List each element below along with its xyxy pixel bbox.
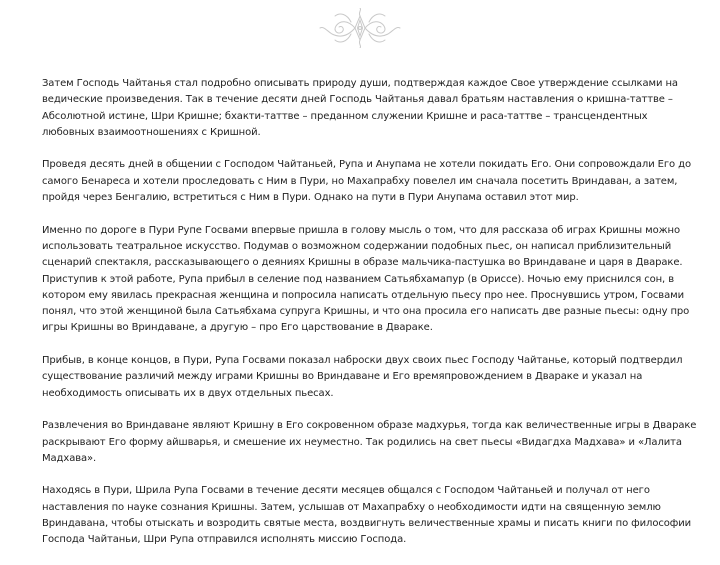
paragraph-1: Затем Господь Чайтанья стал подробно описывать природу души, подтверждая каждое Свое утверждение ссылками на ведические произведения. Так в течение десяти дней Господь Чайтанья давал братьям наставления о кришна-таттве – Абсолютной истине, Шри Кришне; бхакти-таттве – преданном служении Кришне и раса-таттве – трансцендентных любовных взаимоотношениях с Кришной.	[42, 78, 678, 138]
paragraph-2: Проведя десять дней в общении с Господом Чайтаньей, Рупа и Анупама не хотели покидать Его. Они сопровождали Его до самого Бенареса и хотели проследовать с Ним в Пури, но Махапрабху повелел им сначала посетить Вриндаван, а затем, пройдя через Бенгалию, встретиться с Ним в Пури. Однако на пути в Пури Анупама оставил этот мир.	[42, 159, 691, 204]
paragraph-5: Развлечения во Вриндаване являют Кришну в Его сокровенном образе мадхурья, тогда как величественные игры в Двараке раскрывают Его форму айшварья, и смешение их неуместно. Так родились на свет пьесы «Видагдха Мадхава» и «Лалита Мадхава».	[42, 420, 697, 464]
flourish-ornament-icon	[318, 8, 402, 48]
paragraph-4: Прибыв, в конце концов, в Пури, Рупа Госвами показал наброски двух своих пьес Господу Чайтанье, который подтвердил существование различий между играми Кришны во Вриндаване и Его времяпровождением в Двараке и указал на необходимость описывать их в двух отдельных пьесах.	[42, 355, 683, 399]
paragraph-3: Именно по дороге в Пури Рупе Госвами впервые пришла в голову мысль о том, что для рассказа об играх Кришны можно использовать театральное искусство. Подумав о возможном содержании подобных пьес, он написал приблизительный сценарий спектакля, рассказывающего о деяниях Кришны в образе мальчика-пастушка во Вриндаване и царя в Двараке. Приступив к этой работе, Рупа прибыл в селение под названием Сатьябхамапур (в Ориссе). Ночью ему приснился сон, в котором ему явилась прекрасная женщина и попросила написать отдельную пьесу про нее. Проснувшись утром, Госвами понял, что этой женщиной была Сатьябхама супруга Кришны, и что она просила его написать две разные пьесы: одну про игры Кришны во Вриндаване, а другую – про Его царствование в Двараке.	[42, 224, 690, 334]
document-body	[42, 76, 697, 565]
paragraph-6: Находясь в Пури, Шрила Рупа Госвами в течение десяти месяцев общался с Господом Чайтаньей и получал от него наставления по науке сознания Кришны. Затем, услышав от Махапрабху о необходимости идти на священную землю Вриндавана, чтобы отыскать и возродить святые места, воздвигнуть величественные храмы и писать книги по философии Господа Чайтаньи, Шри Рупа отправился исполнять миссию Господа.	[42, 485, 692, 546]
